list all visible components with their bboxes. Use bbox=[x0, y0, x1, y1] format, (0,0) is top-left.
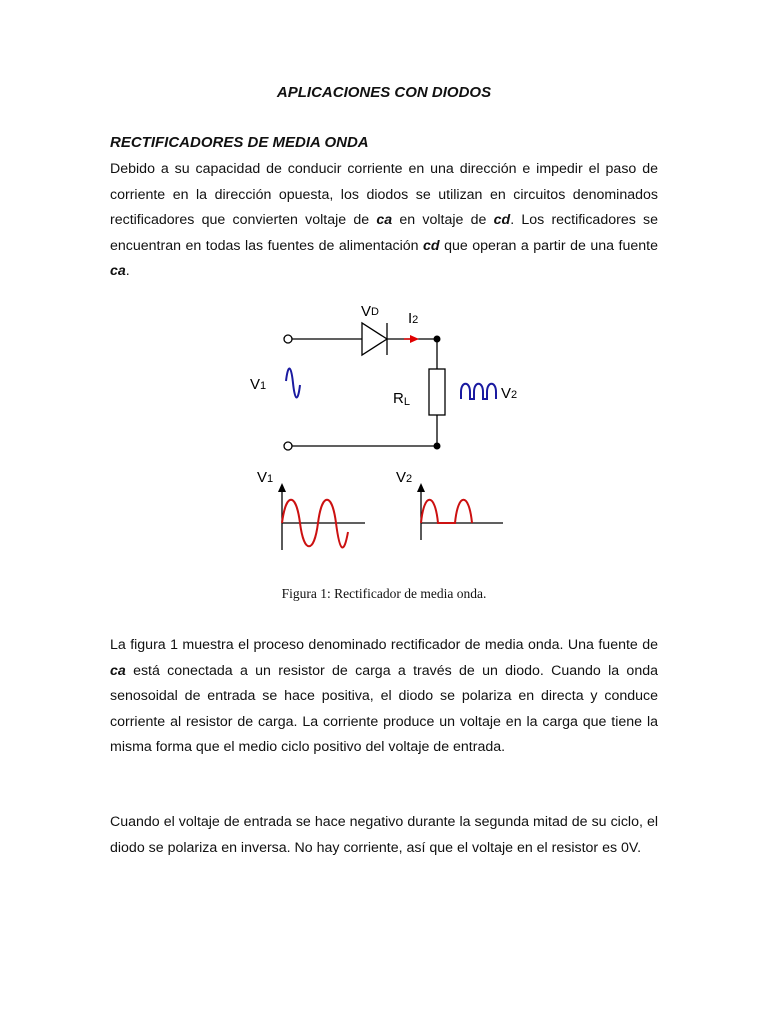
label-v2: V2 bbox=[501, 385, 518, 402]
terminal-bottom-left bbox=[284, 442, 292, 450]
para1-text-2: en voltaje de bbox=[392, 212, 494, 228]
resistor-rl bbox=[429, 369, 445, 415]
graph1-label-v1: V1 bbox=[257, 469, 274, 486]
para2-text-1: La figura 1 muestra el proceso denominado rectificador de media onda. Una fuente de bbox=[110, 637, 658, 653]
para2-text-2: está conectada a un resistor de carga a través de un diodo. Cuando la onda senosoidal de entrada se hace positiva, el diodo se polariza en directa y conduce corriente al resistor de carga. La corriente produce un voltaje en la carga que tiene la misma forma que el medio ciclo positivo del voltaje de entrada. bbox=[110, 662, 658, 755]
para1-text-4: que operan a partir de una fuente bbox=[439, 237, 658, 254]
para1-bold-cd: cd bbox=[493, 212, 511, 228]
para2-bold-ca: ca bbox=[110, 662, 126, 679]
paragraph-negative-cycle bbox=[110, 810, 658, 861]
half-wave-rectifier-figure bbox=[0, 290, 768, 570]
para1-bold-ca: ca bbox=[376, 212, 393, 228]
graph2-half-wave bbox=[421, 500, 472, 523]
circuit-diagram bbox=[250, 303, 517, 450]
label-v1: V1 bbox=[250, 376, 267, 393]
node-bottom-right bbox=[434, 443, 441, 450]
label-i2: I2 bbox=[408, 310, 419, 327]
diode-symbol bbox=[362, 323, 387, 355]
section-title: RECTIFICADORES DE MEDIA ONDA bbox=[110, 134, 369, 151]
paragraph-intro bbox=[110, 157, 658, 285]
para1-text-3: . Los rectificadores se encuentran en todas las fuentes de alimentación bbox=[110, 212, 659, 254]
source-sine-wave bbox=[286, 368, 300, 397]
output-half-wave bbox=[461, 384, 496, 399]
para1-bold-ca-2: ca bbox=[110, 263, 126, 279]
label-vd: VD bbox=[361, 303, 379, 320]
graph2-label-v2: V2 bbox=[396, 469, 413, 486]
node-top-right bbox=[434, 336, 441, 343]
graph1-axis-arrow bbox=[278, 483, 286, 492]
waveform-graphs bbox=[257, 469, 503, 550]
document-title: APLICACIONES CON DIODOS bbox=[276, 84, 492, 101]
para1-bold-cd-2: cd bbox=[423, 237, 440, 254]
label-rl: RL bbox=[393, 390, 410, 408]
paragraph-process bbox=[110, 633, 658, 761]
para3-text-1: Cuando el voltaje de entrada se hace negativo durante la segunda mitad de su ciclo, el diodo se polariza en inversa. No hay corriente, así que el voltaje en el resistor es 0V. bbox=[110, 814, 658, 856]
terminal-top-left bbox=[284, 335, 292, 343]
para1-text-5: . bbox=[125, 263, 130, 279]
graph2-axis-arrow bbox=[417, 483, 425, 492]
para1-text-1: Debido a su capacidad de conducir corriente en una dirección e impedir el paso de corriente en la dirección opuesta, los diodos se utilizan en circuitos denominados rectificadores que convierten voltaje de bbox=[110, 161, 658, 228]
figure-caption: Figura 1: Rectificador de media onda. bbox=[281, 586, 487, 601]
